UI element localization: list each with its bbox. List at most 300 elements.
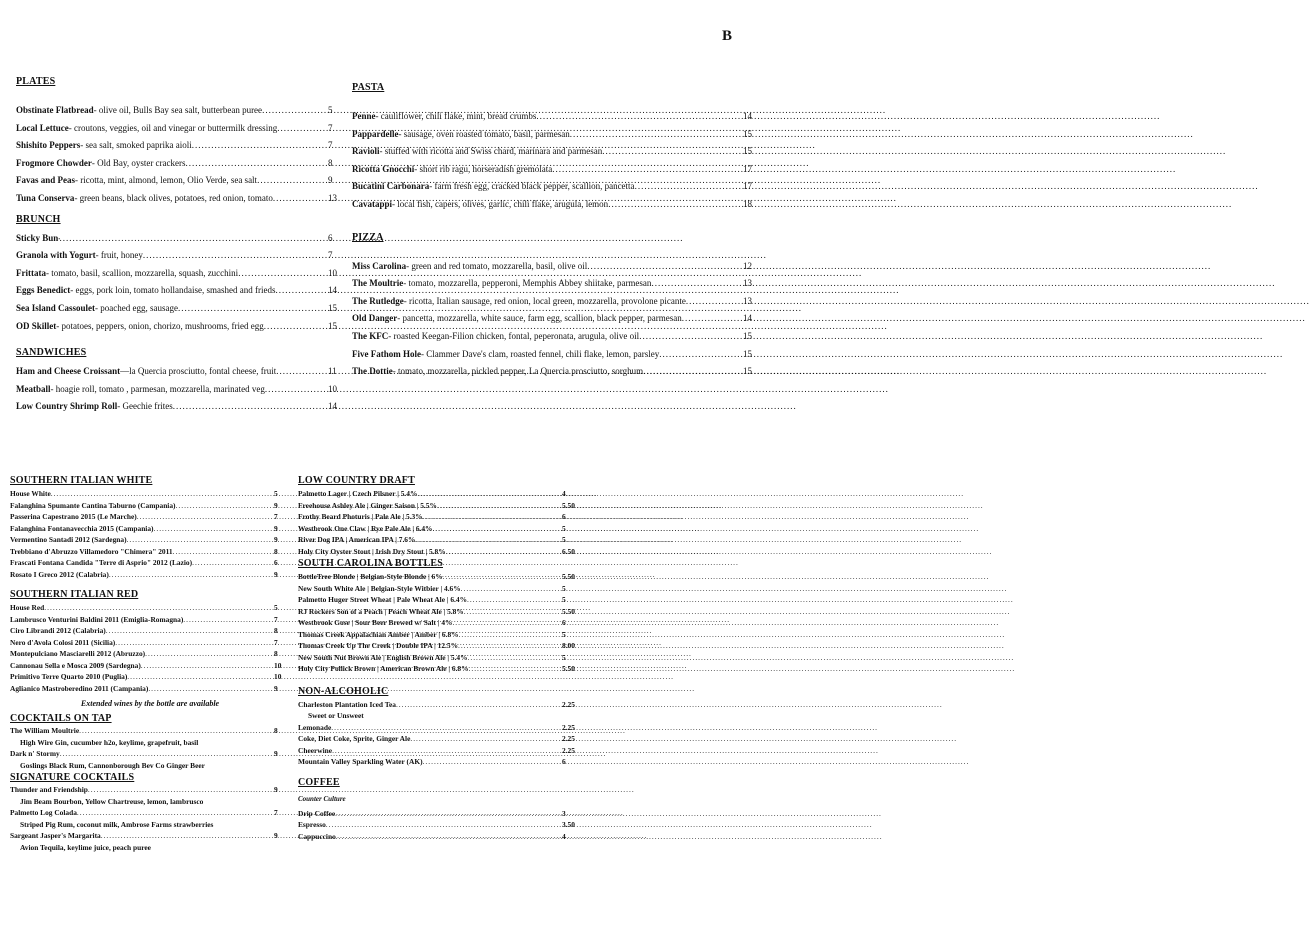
item-price: 8: [274, 546, 278, 556]
cocktails-tap-list: [10, 725, 290, 771]
menu-item: [10, 807, 290, 819]
brunch-title: BRUNCH: [16, 213, 61, 225]
item-price: 9: [274, 831, 278, 840]
menu-item: [10, 614, 290, 626]
item-subtext: Jim Beam Bourbon, Yellow Chartreuse, lemon, lambrusco: [20, 796, 204, 806]
item-name: Falanghina Spumante Cantina Taburno (Campania): [10, 500, 176, 510]
drinks-right-column: [298, 474, 578, 842]
item-name: Pappardelle: [352, 128, 399, 139]
coffee-roaster: Counter Culture: [298, 794, 346, 803]
item-name: The William Moultrie: [10, 726, 80, 735]
menu-item: [352, 196, 757, 214]
menu-item: [16, 190, 342, 208]
menu-item: [352, 328, 757, 346]
dot-leader: [643, 363, 737, 381]
item-subtext: High Wire Gin, cucumber h2o, keylime, grapefruit, basil: [20, 737, 199, 747]
dot-leader: [148, 683, 266, 695]
item-name: Low Country Shrimp Roll: [16, 401, 118, 412]
item-price: 5.50: [562, 500, 575, 510]
item-name: Cavatappi: [352, 198, 393, 209]
menu-item: [352, 143, 757, 161]
item-price: 14: [328, 285, 337, 296]
item-description: - stuffed with ricotta and Swiss chard, marinara and parmesan: [379, 146, 603, 157]
item-price: 8.00: [562, 641, 575, 650]
item-description: - Old Bay, oyster crackers: [91, 157, 186, 168]
item-price: 7: [328, 250, 333, 261]
dot-leader: [60, 230, 322, 248]
signature-cocktails-title: SIGNATURE COCKTAILS: [10, 772, 135, 783]
item-name: Local Lettuce: [16, 122, 69, 133]
menu-item: [352, 310, 757, 328]
item-description: - olive oil, Bulls Bay sea salt, butterbean puree: [93, 105, 263, 115]
item-name: Frothy Beard Photuris | Pale Ale | 5.3%: [298, 512, 423, 521]
menu-item: [16, 230, 342, 248]
item-name: Westbrook One Claw | Rye Pale Ale | 6.4%: [298, 523, 433, 533]
item-name: Shishito Peppers: [16, 140, 81, 151]
item-name: Charleston Plantation Iced Tea: [298, 699, 396, 709]
item-price: 3: [562, 808, 566, 818]
item-price: 5: [274, 489, 278, 498]
dot-leader: [651, 275, 737, 293]
dot-leader: [464, 606, 554, 618]
item-price: 3.50: [562, 820, 575, 829]
item-description: - fruit, honey: [95, 250, 143, 261]
item-name: Frascati Fontana Candida "Terre di Asprio" 2012 (Lazio): [10, 558, 193, 567]
dot-leader: [137, 511, 266, 523]
item-price: 6.50: [562, 546, 575, 556]
item-price: 10: [328, 383, 337, 394]
menu-item: [10, 523, 290, 535]
item-price: 14: [743, 313, 752, 324]
item-name: Palmetto Huger Street Wheat | Pale Wheat Ale | 6.4%: [298, 595, 467, 604]
item-description: - roasted Keegan-Filion chicken, fontal, peperonata, arugula, olive oil: [388, 330, 640, 341]
item-name: The Rutledge: [352, 295, 404, 306]
item-name: Passerina Capestrano 2015 (Le Marche): [10, 512, 137, 521]
dot-leader: [77, 807, 266, 819]
item-name: Westbrook Gose | Sour Beer Brewed w/ Salt | 4%: [298, 618, 453, 627]
dot-leader: [608, 196, 737, 214]
item-name: Favas and Peas: [16, 175, 76, 186]
plates-section: [16, 76, 342, 208]
dot-leader: [145, 648, 266, 660]
item-name: Freehouse Ashley Ale | Ginger Saison | 5.5%: [298, 500, 437, 510]
dot-leader: [459, 629, 554, 641]
menu-item: [298, 808, 578, 820]
dot-leader: [570, 126, 737, 144]
item-name: Cappuccino: [298, 831, 336, 841]
dot-leader: [109, 569, 266, 581]
item-subtext: Striped Pig Rum, coconut milk, Ambrose Farms strawberries: [20, 819, 214, 829]
menu-item: [10, 625, 290, 637]
item-name: Cheerwine: [298, 745, 333, 755]
item-name: Coke, Diet Coke, Sprite, Ginger Ale: [298, 734, 411, 743]
white-wine-title: SOUTHERN ITALIAN WHITE: [10, 475, 153, 486]
dot-leader: [141, 660, 266, 672]
dot-leader: [186, 155, 322, 173]
menu-item: [10, 569, 290, 581]
item-name: Palmetto Lager | Czech Pilsner | 5.4%: [298, 489, 418, 498]
menu-item: [298, 546, 578, 558]
item-price: 10: [274, 672, 282, 681]
menu-item: [16, 155, 342, 173]
menu-item: [352, 258, 757, 276]
item-price: 5: [562, 652, 566, 662]
item-name: Vermentino Santadi 2012 (Sardegna): [10, 535, 127, 544]
item-description: - tomato, mozzarella, pickled pepper, La Quercia prosciutto, sorghum: [392, 366, 644, 377]
item-name: River Dog IPA | American IPA | 7.6%: [298, 535, 416, 544]
item-name: Five Fathom Hole: [352, 348, 421, 359]
item-price: 7: [274, 614, 278, 624]
item-name: Lemonade: [298, 722, 332, 732]
menu-item: [10, 511, 290, 523]
item-price: 15: [743, 146, 752, 157]
dot-leader: [423, 756, 554, 768]
item-name: Thomas Creek Appalachian Amber | Amber | 6.8%: [298, 629, 459, 639]
menu-item: [10, 546, 290, 558]
item-name: The Dottie: [352, 366, 393, 377]
item-price: 17: [743, 163, 752, 174]
pizza-section: [352, 232, 757, 381]
dot-leader: [659, 346, 737, 364]
menu-right-column: [352, 82, 757, 381]
white-wine-list: [10, 488, 290, 580]
dot-leader: [639, 328, 737, 346]
dot-leader: [257, 172, 322, 190]
menu-item: [10, 748, 290, 760]
item-price: 5.50: [562, 572, 575, 581]
draft-title: LOW COUNTRY DRAFT: [298, 475, 415, 486]
dot-leader: [682, 310, 737, 328]
dot-leader: [101, 830, 266, 842]
item-name: Old Danger: [352, 313, 398, 324]
menu-item: [298, 534, 578, 546]
item-price: 2.25: [562, 745, 575, 755]
item-price: 10: [274, 660, 282, 670]
menu-item: [298, 594, 578, 606]
sc-bottles-list: [298, 571, 578, 675]
item-name: New South Nut Brown Ale | English Brown Ale | 5.4%: [298, 652, 468, 662]
item-price: 5: [562, 629, 566, 639]
dot-leader: [469, 663, 555, 675]
item-name: BottleTree Blonde | Belgian-Style Blonde | 6%: [298, 572, 443, 581]
item-name: Falanghina Fontanavecchia 2015 (Campania): [10, 523, 154, 533]
draft-list: [298, 488, 578, 557]
item-description: - Clammer Dave's clam, roasted fennel, chili flake, lemon, parsley: [421, 348, 660, 359]
item-price: 8: [274, 726, 278, 735]
menu-item: [298, 819, 578, 831]
item-name: House Red: [10, 603, 45, 612]
sc-bottles-title: SOUTH CAROLINA BOTTLES: [298, 558, 443, 569]
item-price: 6: [328, 232, 333, 243]
item-description: - green and red tomato, mozzarella, basil, olive oil: [406, 260, 588, 271]
item-price: 2.25: [562, 699, 575, 709]
item-description: - potatoes, peppers, onion, chorizo, mushrooms, fried egg: [56, 320, 264, 331]
item-price: 13: [743, 295, 752, 306]
dot-leader: [178, 300, 322, 318]
menu-item: [298, 488, 578, 500]
menu-item: [16, 120, 342, 138]
item-price: 9: [274, 500, 278, 510]
red-wine-list: [10, 602, 290, 694]
dot-leader: [143, 247, 322, 265]
cocktails-tap-title: COCKTAILS ON TAP: [10, 713, 112, 724]
item-name: Frittata: [16, 267, 46, 278]
menu-item: [16, 300, 342, 318]
item-name: Penne: [352, 111, 376, 121]
item-name: Rosato I Greco 2012 (Calabria): [10, 569, 109, 579]
dot-leader: [410, 733, 554, 745]
item-name: Granola with Yogurt: [16, 250, 96, 261]
menu-item: [16, 363, 342, 381]
menu-left-column: [16, 76, 342, 416]
menu-item: [16, 398, 342, 416]
dot-leader: [417, 488, 554, 500]
menu-item: [298, 640, 578, 652]
menu-item: [298, 500, 578, 512]
item-name: Tuna Conserva: [16, 192, 75, 203]
menu-item: [352, 178, 757, 196]
item-price: 9: [328, 175, 333, 186]
item-name: Espresso: [298, 820, 326, 829]
dot-leader: [60, 748, 266, 760]
menu-item: [298, 745, 578, 757]
dot-leader: [415, 534, 554, 546]
item-name: Ciro Librandi 2012 (Calabria): [10, 626, 106, 635]
dot-leader: [183, 614, 266, 626]
menu-item: [352, 293, 757, 311]
item-price: 10: [328, 267, 337, 278]
menu-item: [10, 660, 290, 672]
dot-leader: [446, 546, 554, 558]
item-description: - ricotta, mint, almond, lemon, Olio Verde, sea salt: [75, 175, 258, 186]
menu-item: [298, 523, 578, 535]
item-price: 6: [274, 558, 278, 567]
item-description: - cauliflower, chili flake, mint, bread crumbs: [375, 111, 537, 121]
item-description: - poached egg, sausage: [95, 302, 178, 313]
pasta-title: PASTA: [352, 82, 385, 93]
menu-item: [10, 683, 290, 695]
item-description: - sea salt, smoked paprika aioli: [80, 140, 192, 151]
dot-leader: [602, 143, 737, 161]
dot-leader: [423, 511, 554, 523]
item-price: 6: [562, 512, 566, 521]
item-description: - sausage, oven roasted tomato, basil, parmesan: [398, 128, 570, 139]
item-price: 6: [562, 618, 566, 627]
menu-item: [10, 557, 290, 569]
dot-leader: [154, 523, 266, 535]
item-price: 8: [274, 649, 278, 658]
plates-list: [16, 102, 342, 208]
sandwiches-title: SANDWICHES: [16, 347, 87, 359]
dot-leader: [686, 293, 737, 311]
menu-item: [298, 831, 578, 843]
item-price: 14: [328, 401, 337, 412]
item-subtext: Sweet or Unsweet: [308, 711, 364, 720]
dot-leader: [452, 617, 554, 629]
item-subtext: Goslings Black Rum, Cannonborough Bev Co Ginger Beer: [20, 760, 205, 770]
item-price: 15: [743, 128, 752, 139]
item-price: 7: [328, 122, 333, 133]
coffee-list: [298, 808, 578, 843]
item-price: 5.50: [562, 664, 575, 673]
dot-leader: [468, 652, 554, 664]
brunch-section: [16, 210, 342, 336]
menu-item: [352, 161, 757, 179]
item-description: - local fish, capers, olives, garlic, chili flake, arugula, lemon: [392, 198, 609, 209]
dot-leader: [106, 625, 266, 637]
item-price: 15: [328, 302, 337, 313]
menu-item: [10, 648, 290, 660]
item-description: - eggs, pork loin, tomato hollandaise, smashed and frieds: [70, 285, 276, 296]
item-name: Mountain Valley Sparkling Water (AK): [298, 757, 423, 766]
item-name: Ricotta Gnocchi: [352, 163, 415, 174]
item-name: Aglianico Mastroberedino 2011 (Campania): [10, 683, 149, 693]
dot-leader: [332, 745, 554, 757]
dot-leader: [275, 282, 322, 300]
dot-leader: [277, 120, 322, 138]
item-price: 5: [562, 595, 566, 604]
non-alcoholic-list: [298, 699, 578, 768]
menu-item: [16, 172, 342, 190]
item-price: 7: [274, 808, 278, 817]
dot-leader: [192, 137, 322, 155]
item-price: 2.25: [562, 722, 575, 732]
pasta-list: [352, 108, 757, 214]
dot-leader: [238, 265, 322, 283]
item-price: 9: [274, 535, 278, 544]
item-name: Frogmore Chowder: [16, 157, 92, 168]
dot-leader: [461, 583, 554, 595]
menu-item: [16, 318, 342, 336]
item-name: Drip Coffee: [298, 808, 336, 818]
dot-leader: [587, 258, 737, 276]
menu-item: [298, 652, 578, 664]
dot-leader: [265, 381, 322, 399]
item-price: 13: [743, 278, 752, 289]
item-price: 18: [743, 198, 752, 209]
item-name: Sea Island Cassoulet: [16, 302, 96, 313]
item-price: 9: [274, 785, 278, 794]
item-name: Thomas Creek Up The Creek | Double IPA | 12.5%: [298, 641, 458, 650]
item-price: 4: [562, 489, 566, 498]
item-price: 9: [274, 523, 278, 533]
menu-item: [10, 500, 290, 512]
signature-cocktails-list: [10, 784, 290, 853]
menu-item: [352, 275, 757, 293]
dot-leader: [536, 108, 737, 126]
menu-item: [352, 108, 757, 126]
menu-item: [10, 602, 290, 614]
item-name: Sargeant Jasper's Margarita: [10, 831, 101, 840]
menu-item: [16, 381, 342, 399]
menu-item: [298, 663, 578, 675]
item-name: House White: [10, 489, 51, 498]
dot-leader: [79, 725, 266, 737]
item-name: Bucatini Carbonara: [352, 181, 430, 192]
drinks-left-column: [10, 474, 290, 853]
item-price: 6: [562, 757, 566, 766]
item-price: 4: [562, 831, 566, 841]
item-subtext: Avion Tequila, keylime juice, peach puree: [20, 842, 151, 852]
item-price: 15: [743, 348, 752, 359]
item-description: - pancetta, mozzarella, white sauce, farm egg, scallion, black pepper, parmesan: [397, 313, 682, 324]
item-price: 15: [743, 366, 752, 377]
item-description: - short rib ragu, horseradish gremolata: [414, 163, 553, 174]
menu-item: [298, 699, 578, 711]
coffee-title: COFFEE: [298, 776, 340, 788]
item-price: 5.50: [562, 606, 575, 616]
item-price: 9: [274, 749, 278, 758]
item-description: - tomato, mozzarella, pepperoni, Memphis Abbey shiitake, parmesan: [403, 278, 652, 289]
dot-leader: [192, 557, 266, 569]
dot-leader: [458, 640, 554, 652]
dot-leader: [115, 637, 266, 649]
item-name: Meatball: [16, 383, 51, 394]
menu-item: [10, 784, 290, 796]
dot-leader: [127, 534, 266, 546]
item-price: 5: [562, 523, 566, 533]
brunch-list: [16, 230, 342, 336]
dot-leader: [336, 831, 554, 843]
menu-item: [10, 488, 290, 500]
menu-item: [16, 137, 342, 155]
item-name: Montepulciano Masciarelli 2012 (Abruzzo): [10, 649, 146, 658]
item-name: Ravioli: [352, 146, 380, 157]
item-price: 5: [328, 105, 333, 115]
menu-item: [10, 637, 290, 649]
menu-item: [10, 725, 290, 737]
item-name: Trebbiano d'Abruzzo Villamedoro "Chimera" 2011: [10, 546, 173, 556]
dot-leader: [635, 178, 737, 196]
menu-item: [298, 756, 578, 768]
menu-item: [10, 830, 290, 842]
item-name: Sticky Bun: [16, 232, 59, 243]
item-description: - Geechie frites: [117, 401, 173, 412]
item-price: 14: [743, 111, 752, 121]
menu-item: [352, 363, 757, 381]
plates-title: PLATES: [16, 76, 56, 87]
item-description: - farm fresh egg, cracked black pepper, scallion, pancetta: [429, 181, 635, 192]
item-name: Eggs Benedict: [16, 285, 71, 296]
dot-leader: [173, 398, 322, 416]
pizza-list: [352, 258, 757, 381]
menu-item: [10, 671, 290, 683]
menu-item: [298, 629, 578, 641]
dot-leader: [331, 722, 554, 734]
item-name: Ham and Cheese Croissant: [16, 366, 121, 377]
menu-item: [16, 102, 342, 120]
item-name: Dark n' Stormy: [10, 749, 60, 758]
item-price: 5: [562, 583, 566, 593]
item-price: 15: [328, 320, 337, 331]
item-name: Cannonau Sella e Mosca 2009 (Sardegna): [10, 660, 141, 670]
item-price: 7: [274, 637, 278, 647]
item-price: 9: [274, 683, 278, 693]
item-price: 8: [328, 157, 333, 168]
menu-item: [298, 606, 578, 618]
item-price: 15: [743, 330, 752, 341]
item-name: Thunder and Friendship: [10, 785, 88, 794]
item-name: Holy City Oyster Stout | Irish Dry Stout | 5.8%: [298, 546, 446, 556]
dot-leader: [552, 161, 737, 179]
item-name: Nero d'Avola Colosi 2011 (Sicilia): [10, 637, 116, 647]
item-name: Miss Carolina: [352, 260, 407, 271]
item-name: The KFC: [352, 330, 389, 341]
menu-item: [352, 346, 757, 364]
red-wine-title: SOUTHERN ITALIAN RED: [10, 589, 139, 600]
dot-leader: [437, 500, 554, 512]
dot-leader: [44, 602, 266, 614]
